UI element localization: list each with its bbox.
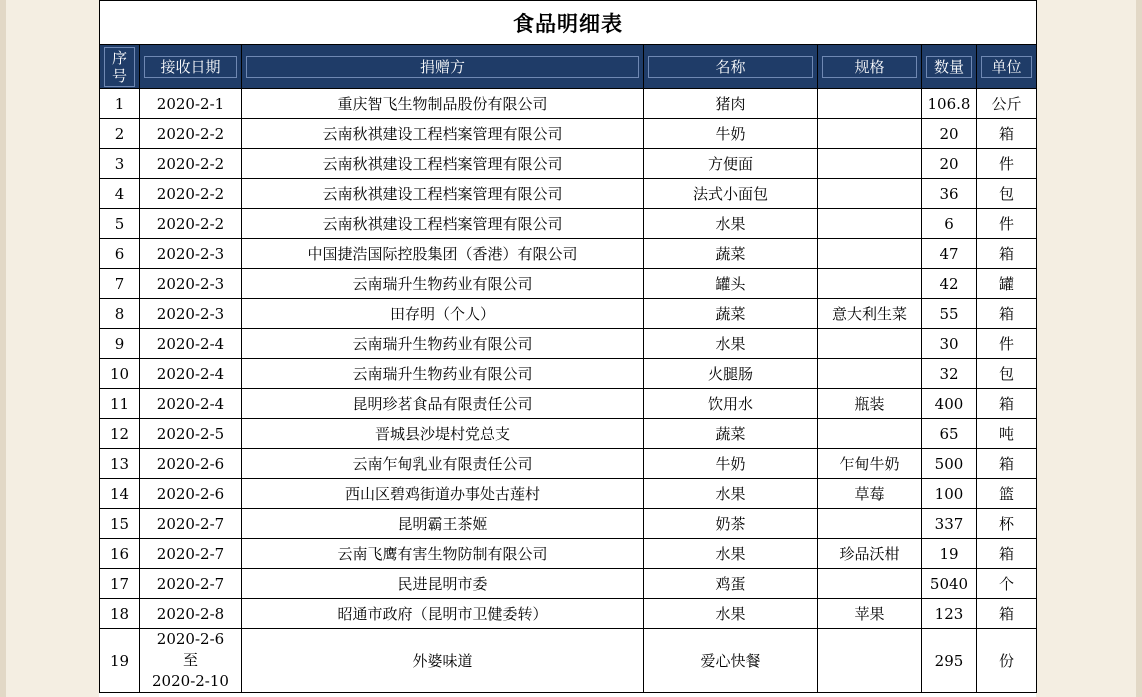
cell-index: 1: [100, 89, 140, 119]
cell-date-date-to: 2020-2-10: [152, 672, 229, 690]
cell-name: 猪肉: [644, 89, 818, 119]
cell-unit: 件: [977, 329, 1037, 359]
table-row: [100, 599, 1037, 629]
cell-donor: 云南秋祺建设工程档案管理有限公司: [242, 179, 644, 209]
table-row: [100, 329, 1037, 359]
cell-spec: 珍品沃柑: [818, 539, 922, 569]
cell-date: 2020-2-3: [140, 299, 242, 329]
cell-qty: 106.8: [922, 89, 977, 119]
cell-donor: 云南飞鹰有害生物防制有限公司: [242, 539, 644, 569]
cell-date: 2020-2-7: [140, 539, 242, 569]
cell-spec: [818, 359, 922, 389]
cell-unit: 件: [977, 209, 1037, 239]
cell-index: 12: [100, 419, 140, 449]
cell-donor: 西山区碧鸡街道办事处古莲村: [242, 479, 644, 509]
cell-unit: 箱: [977, 239, 1037, 269]
cell-unit: 箱: [977, 449, 1037, 479]
cell-donor: 云南瑞升生物药业有限公司: [242, 359, 644, 389]
table-row: [100, 119, 1037, 149]
cell-donor: 云南秋祺建设工程档案管理有限公司: [242, 149, 644, 179]
table-row: [100, 479, 1037, 509]
cell-date: 2020-2-7: [140, 509, 242, 539]
cell-qty: 337: [922, 509, 977, 539]
cell-spec: [818, 569, 922, 599]
table-row: [100, 359, 1037, 389]
cell-donor: 云南秋祺建设工程档案管理有限公司: [242, 119, 644, 149]
cell-date: 2020-2-4: [140, 389, 242, 419]
page-right-border: [1136, 0, 1142, 697]
cell-name: 蔬菜: [644, 239, 818, 269]
cell-unit: 罐: [977, 269, 1037, 299]
cell-donor: 昆明珍茗食品有限责任公司: [242, 389, 644, 419]
cell-index: 8: [100, 299, 140, 329]
table-row: [100, 269, 1037, 299]
food-detail-sheet: [99, 0, 1036, 697]
cell-date: 2020-2-4: [140, 359, 242, 389]
cell-spec: [818, 209, 922, 239]
cell-index: 7: [100, 269, 140, 299]
cell-name: 法式小面包: [644, 179, 818, 209]
cell-qty: 55: [922, 299, 977, 329]
header-date-label: 接收日期: [144, 56, 237, 78]
header-date: [140, 45, 242, 89]
table-row: [100, 239, 1037, 269]
cell-qty: 32: [922, 359, 977, 389]
cell-name: 水果: [644, 539, 818, 569]
cell-qty: 20: [922, 119, 977, 149]
cell-date: 2020-2-2: [140, 209, 242, 239]
cell-qty: 30: [922, 329, 977, 359]
header-index-line1: 序: [111, 48, 127, 67]
cell-unit: 篮: [977, 479, 1037, 509]
cell-unit: 箱: [977, 119, 1037, 149]
cell-qty: 20: [922, 149, 977, 179]
table-row: [100, 419, 1037, 449]
table-row: [100, 299, 1037, 329]
food-detail-table: [99, 0, 1037, 693]
header-index-line2: 号: [111, 66, 127, 85]
cell-date-date-sep: 至: [182, 651, 198, 669]
cell-donor: 昆明霸王茶姬: [242, 509, 644, 539]
cell-unit: 公斤: [977, 89, 1037, 119]
cell-unit: 包: [977, 179, 1037, 209]
header-name-label: 名称: [648, 56, 813, 78]
table-row: [100, 509, 1037, 539]
cell-qty: 19: [922, 539, 977, 569]
cell-spec: [818, 89, 922, 119]
cell-qty: 5040: [922, 569, 977, 599]
cell-index: 17: [100, 569, 140, 599]
cell-date-date-from: 2020-2-6: [156, 630, 225, 648]
cell-date: 2020-2-4: [140, 329, 242, 359]
cell-donor: 云南秋祺建设工程档案管理有限公司: [242, 209, 644, 239]
cell-unit: 件: [977, 149, 1037, 179]
cell-donor: 民进昆明市委: [242, 569, 644, 599]
cell-name: 牛奶: [644, 119, 818, 149]
cell-donor: 云南瑞升生物药业有限公司: [242, 269, 644, 299]
cell-donor: 重庆智飞生物制品股份有限公司: [242, 89, 644, 119]
cell-date: 2020-2-6: [140, 479, 242, 509]
title-row: [100, 1, 1037, 45]
cell-unit: 吨: [977, 419, 1037, 449]
cell-date: 2020-2-1: [140, 89, 242, 119]
cell-index: 10: [100, 359, 140, 389]
cell-spec: 瓶装: [818, 389, 922, 419]
cell-unit: 杯: [977, 509, 1037, 539]
cell-index: 18: [100, 599, 140, 629]
cell-name: 蔬菜: [644, 299, 818, 329]
cell-spec: [818, 509, 922, 539]
cell-spec: [818, 269, 922, 299]
cell-spec: 苹果: [818, 599, 922, 629]
cell-unit: 个: [977, 569, 1037, 599]
table-row: [100, 89, 1037, 119]
cell-qty: 400: [922, 389, 977, 419]
cell-donor: 昭通市政府（昆明市卫健委转）: [242, 599, 644, 629]
cell-index: 2: [100, 119, 140, 149]
header-name: [644, 45, 818, 89]
header-unit: [977, 45, 1037, 89]
cell-qty: 6: [922, 209, 977, 239]
cell-date: 2020-2-6: [140, 449, 242, 479]
cell-index: 14: [100, 479, 140, 509]
header-unit-label: 单位: [981, 56, 1032, 78]
cell-spec: 草莓: [818, 479, 922, 509]
header-row: [100, 45, 1037, 89]
cell-index: 5: [100, 209, 140, 239]
cell-name: 火腿肠: [644, 359, 818, 389]
cell-qty: 123: [922, 599, 977, 629]
cell-donor: 外婆味道: [242, 629, 644, 693]
cell-name: 方便面: [644, 149, 818, 179]
table-row: [100, 209, 1037, 239]
cell-index: 19: [100, 629, 140, 693]
cell-unit: 箱: [977, 599, 1037, 629]
table-row: [100, 629, 1037, 693]
cell-unit: 份: [977, 629, 1037, 693]
table-title: 食品明细表: [100, 1, 1037, 45]
cell-qty: 500: [922, 449, 977, 479]
cell-qty: 65: [922, 419, 977, 449]
cell-name: 奶茶: [644, 509, 818, 539]
cell-spec: [818, 119, 922, 149]
cell-qty: 47: [922, 239, 977, 269]
cell-name: 爱心快餐: [644, 629, 818, 693]
cell-name: 水果: [644, 209, 818, 239]
table-row: [100, 539, 1037, 569]
cell-index: 9: [100, 329, 140, 359]
cell-date: 2020-2-5: [140, 419, 242, 449]
cell-name: 牛奶: [644, 449, 818, 479]
cell-date: 2020-2-3: [140, 269, 242, 299]
cell-name: 水果: [644, 599, 818, 629]
cell-date: 2020-2-3: [140, 239, 242, 269]
cell-spec: [818, 329, 922, 359]
cell-donor: 云南瑞升生物药业有限公司: [242, 329, 644, 359]
cell-unit: 箱: [977, 539, 1037, 569]
table-row: [100, 149, 1037, 179]
header-spec: [818, 45, 922, 89]
cell-date: 2020-2-2: [140, 149, 242, 179]
cell-name: 水果: [644, 479, 818, 509]
cell-index: 11: [100, 389, 140, 419]
cell-name: 鸡蛋: [644, 569, 818, 599]
cell-unit: 箱: [977, 299, 1037, 329]
cell-date: [140, 629, 242, 693]
cell-qty: 36: [922, 179, 977, 209]
table-row: [100, 449, 1037, 479]
cell-donor: 晋城县沙堤村党总支: [242, 419, 644, 449]
header-donor-label: 捐赠方: [246, 56, 639, 78]
cell-donor: 中国捷浩国际控股集团（香港）有限公司: [242, 239, 644, 269]
cell-index: 3: [100, 149, 140, 179]
cell-name: 罐头: [644, 269, 818, 299]
header-donor: [242, 45, 644, 89]
cell-spec: [818, 239, 922, 269]
cell-name: 蔬菜: [644, 419, 818, 449]
cell-qty: 295: [922, 629, 977, 693]
cell-index: 16: [100, 539, 140, 569]
cell-index: 4: [100, 179, 140, 209]
cell-spec: [818, 149, 922, 179]
cell-spec: 乍甸牛奶: [818, 449, 922, 479]
cell-name: 水果: [644, 329, 818, 359]
cell-index: 6: [100, 239, 140, 269]
table-row: [100, 179, 1037, 209]
cell-spec: [818, 629, 922, 693]
cell-spec: [818, 419, 922, 449]
cell-name: 饮用水: [644, 389, 818, 419]
cell-date: 2020-2-2: [140, 119, 242, 149]
cell-donor: 田存明（个人）: [242, 299, 644, 329]
cell-date: 2020-2-8: [140, 599, 242, 629]
cell-spec: 意大利生菜: [818, 299, 922, 329]
page-left-border: [0, 0, 6, 697]
header-index: [100, 45, 140, 89]
header-qty-label: 数量: [926, 56, 972, 78]
cell-qty: 100: [922, 479, 977, 509]
cell-unit: 箱: [977, 389, 1037, 419]
cell-index: 15: [100, 509, 140, 539]
table-row: [100, 389, 1037, 419]
cell-date: 2020-2-7: [140, 569, 242, 599]
cell-index: 13: [100, 449, 140, 479]
cell-donor: 云南乍甸乳业有限责任公司: [242, 449, 644, 479]
cell-date: 2020-2-2: [140, 179, 242, 209]
header-spec-label: 规格: [822, 56, 917, 78]
cell-unit: 包: [977, 359, 1037, 389]
table-row: [100, 569, 1037, 599]
cell-spec: [818, 179, 922, 209]
cell-qty: 42: [922, 269, 977, 299]
header-qty: [922, 45, 977, 89]
